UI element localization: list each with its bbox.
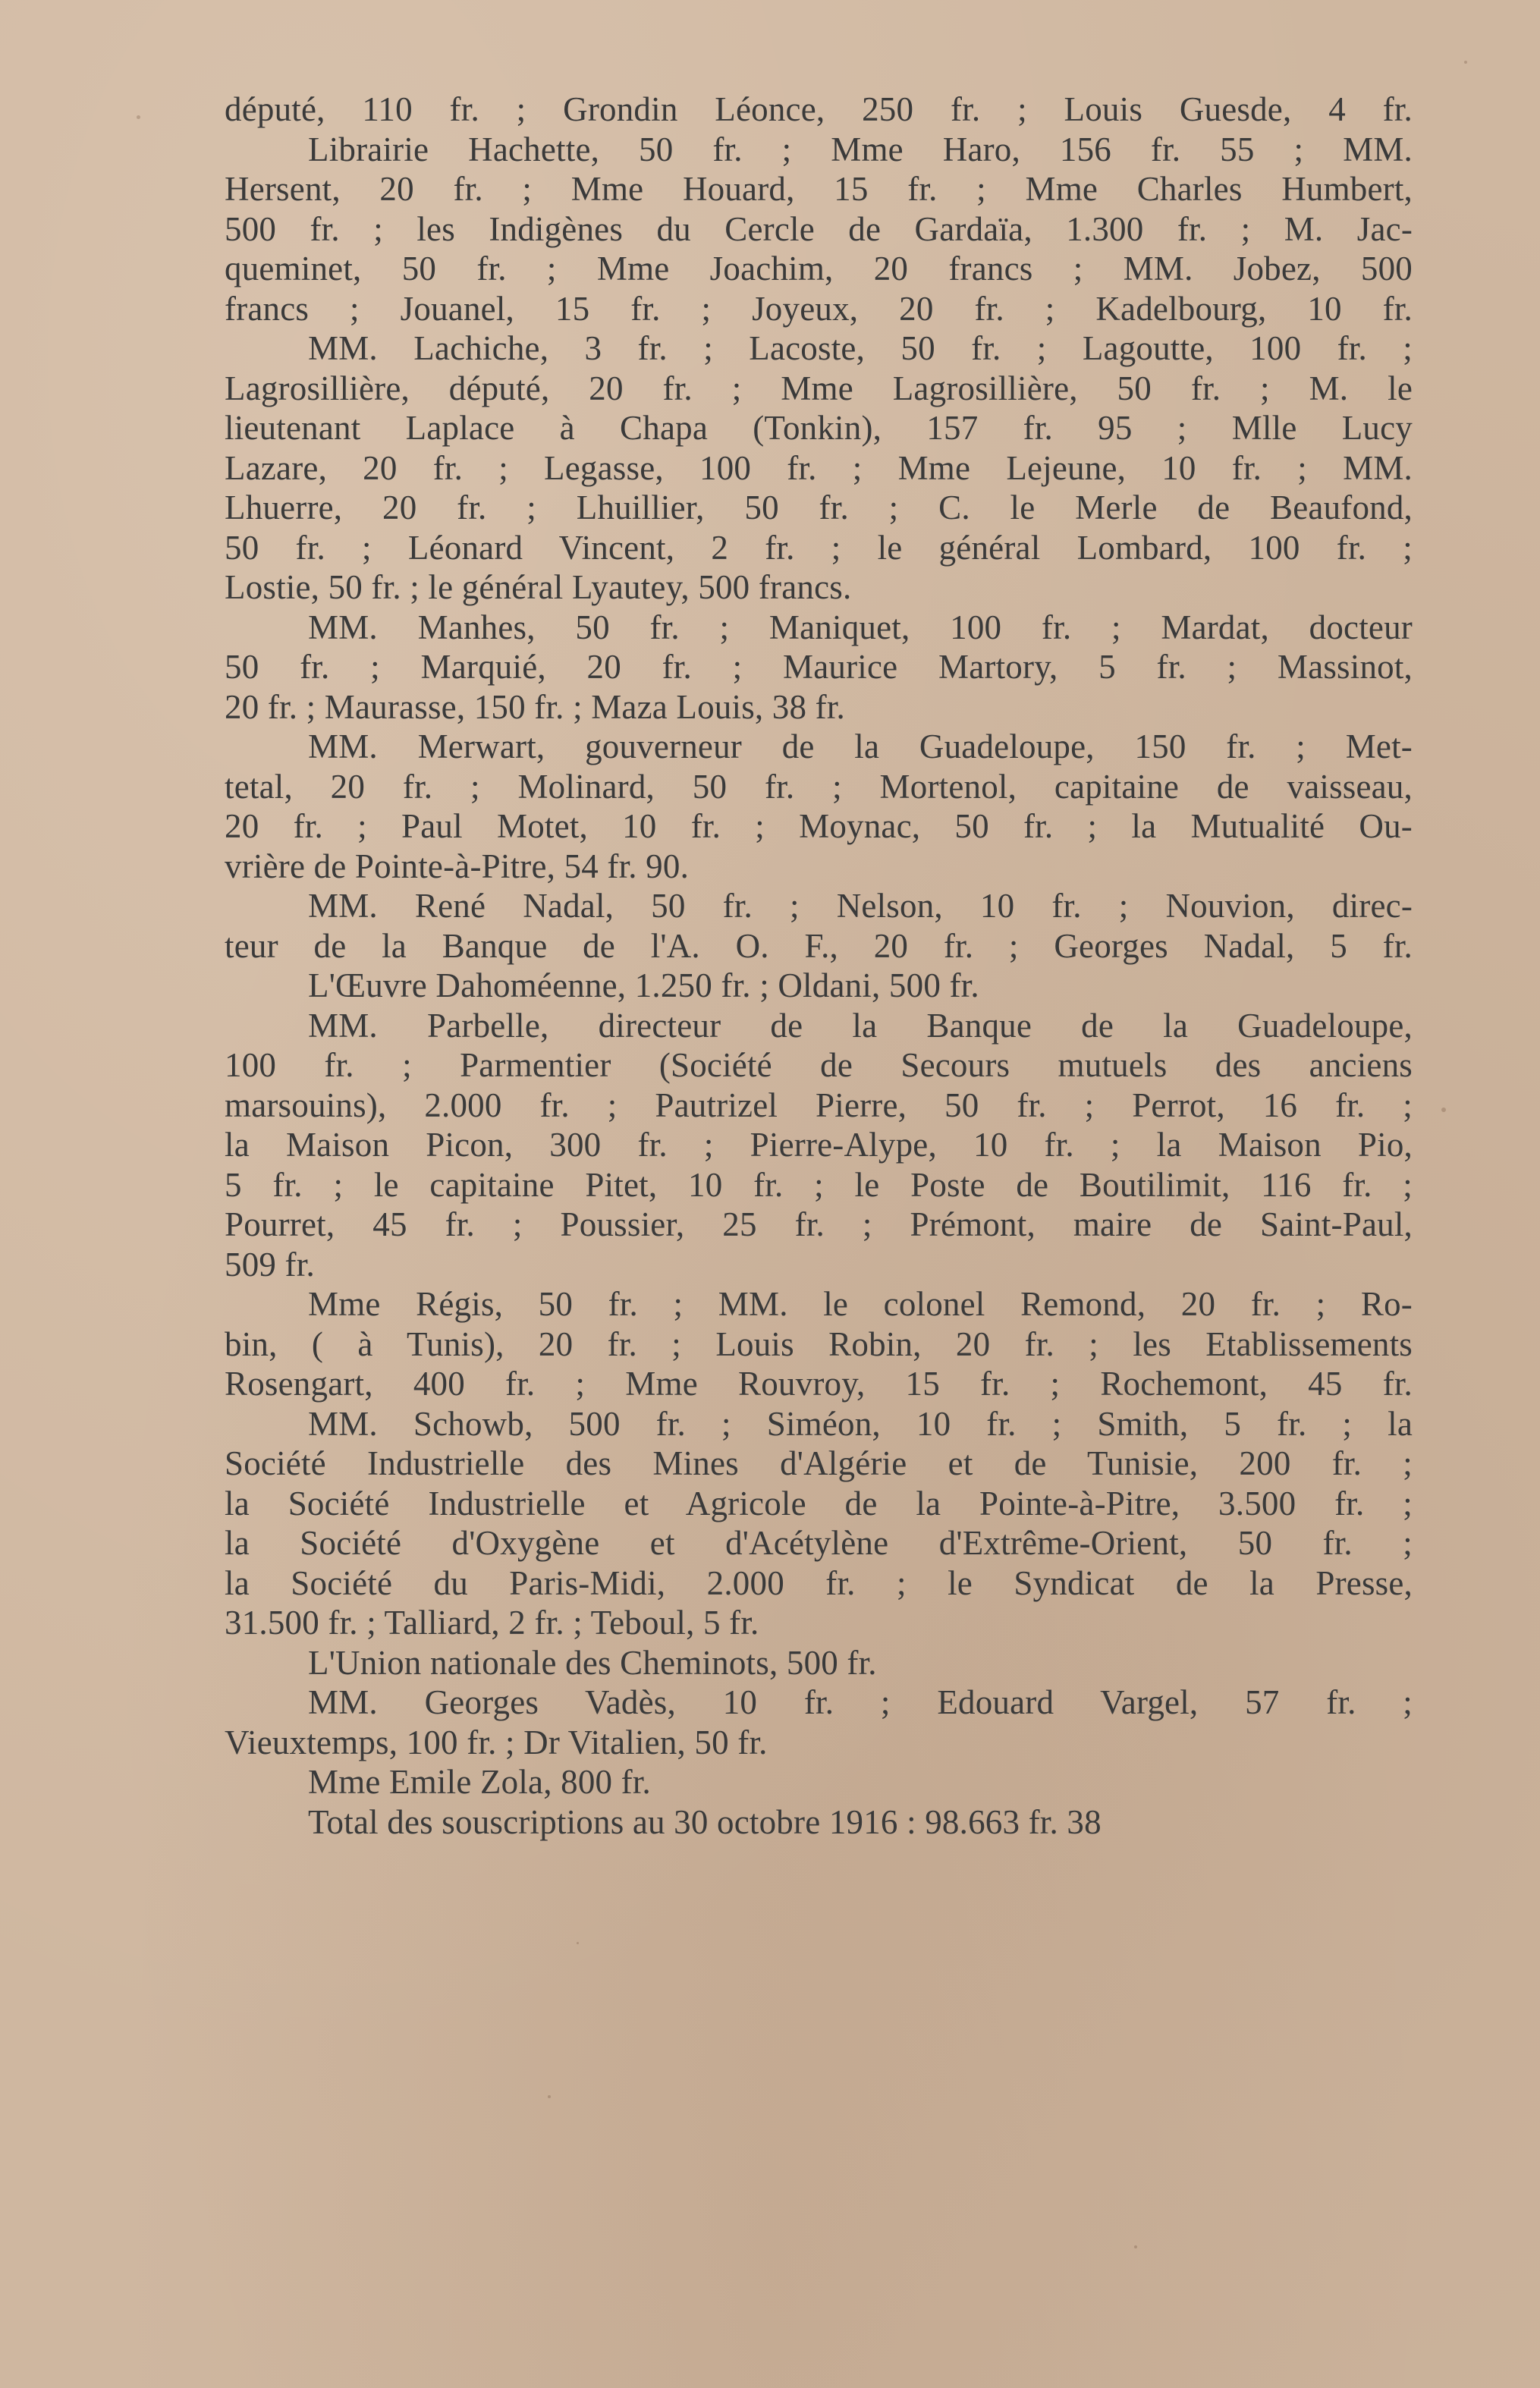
text-line: MM. Manhes, 50 fr. ; Maniquet, 100 fr. ; Mardat, docteur bbox=[308, 608, 1413, 646]
text-line: Hersent, 20 fr. ; Mme Houard, 15 fr. ; Mme Charles Humbert, bbox=[225, 170, 1413, 208]
text-line: Mme Emile Zola, 800 fr. bbox=[308, 1763, 652, 1801]
text-line: Rosengart, 400 fr. ; Mme Rouvroy, 15 fr. ; Rochemont, 45 fr. bbox=[225, 1365, 1413, 1403]
total-line: Total des souscriptions au 30 octobre 1916 : 98.663 fr. 38 bbox=[308, 1802, 1102, 1841]
text-line: MM. René Nadal, 50 fr. ; Nelson, 10 fr. ; Nouvion, direc- bbox=[308, 887, 1413, 925]
paper-speck bbox=[1441, 1108, 1446, 1112]
paper-speck bbox=[137, 115, 140, 119]
text-line: la Société du Paris-Midi, 2.000 fr. ; le Syndicat de la Presse, bbox=[225, 1563, 1413, 1602]
paper-speck bbox=[548, 2095, 551, 2098]
text-line: tetal, 20 fr. ; Molinard, 50 fr. ; Mortenol, capitaine de vaisseau, bbox=[225, 767, 1413, 806]
text-line: 50 fr. ; Marquié, 20 fr. ; Maurice Martory, 5 fr. ; Massinot, bbox=[225, 648, 1413, 686]
text-line: MM. Parbelle, directeur de la Banque de la Guadeloupe, bbox=[308, 1006, 1413, 1045]
text-line: Lazare, 20 fr. ; Legasse, 100 fr. ; Mme Lejeune, 10 fr. ; MM. bbox=[225, 448, 1413, 487]
text-line: Société Industrielle des Mines d'Algérie et de Tunisie, 200 fr. ; bbox=[225, 1444, 1413, 1482]
text-line: MM. Merwart, gouverneur de la Guadeloupe, 150 fr. ; Met- bbox=[308, 727, 1413, 765]
text-line: la Société d'Oxygène et d'Acétylène d'Extrême-Orient, 50 fr. ; bbox=[225, 1524, 1413, 1562]
text-line: Lostie, 50 fr. ; le général Lyautey, 500 francs. bbox=[225, 568, 852, 606]
text-line: Vieuxtemps, 100 fr. ; Dr Vitalien, 50 fr. bbox=[225, 1723, 768, 1761]
text-line: 509 fr. bbox=[225, 1245, 315, 1284]
text-line: teur de la Banque de l'A. O. F., 20 fr. ; Georges Nadal, 5 fr. bbox=[225, 926, 1413, 965]
text-line: marsouins), 2.000 fr. ; Pautrizel Pierre, 50 fr. ; Perrot, 16 fr. ; bbox=[225, 1086, 1413, 1124]
text-line: Lagrosillière, député, 20 fr. ; Mme Lagrosillière, 50 fr. ; M. le bbox=[225, 369, 1413, 407]
text-line: la Société Industrielle et Agricole de la Pointe-à-Pitre, 3.500 fr. ; bbox=[225, 1484, 1413, 1522]
text-line: MM. Georges Vadès, 10 fr. ; Edouard Vargel, 57 fr. ; bbox=[308, 1683, 1413, 1721]
text-line: 5 fr. ; le capitaine Pitet, 10 fr. ; le Poste de Boutilimit, 116 fr. ; bbox=[225, 1165, 1413, 1204]
text-line: 100 fr. ; Parmentier (Société de Secours mutuels des anciens bbox=[225, 1046, 1413, 1084]
text-line: Lhuerre, 20 fr. ; Lhuillier, 50 fr. ; C. le Merle de Beaufond, bbox=[225, 489, 1413, 526]
text-line: 31.500 fr. ; Talliard, 2 fr. ; Teboul, 5 fr. bbox=[225, 1604, 759, 1642]
text-line: L'Union nationale des Cheminots, 500 fr. bbox=[308, 1643, 877, 1682]
text-line: queminet, 50 fr. ; Mme Joachim, 20 francs ; MM. Jobez, 500 bbox=[225, 250, 1413, 288]
text-line: lieutenant Laplace à Chapa (Tonkin), 157 fr. 95 ; Mlle Lucy bbox=[225, 409, 1413, 447]
text-line: MM. Schowb, 500 fr. ; Siméon, 10 fr. ; Smith, 5 fr. ; la bbox=[308, 1404, 1413, 1443]
paper-speck bbox=[577, 1942, 579, 1944]
subscription-list bbox=[225, 90, 1413, 1842]
text-line: député, 110 fr. ; Grondin Léonce, 250 fr. ; Louis Guesde, 4 fr. bbox=[225, 90, 1413, 128]
text-line: 20 fr. ; Maurasse, 150 fr. ; Maza Louis, 38 fr. bbox=[225, 687, 845, 726]
text-line: L'Œuvre Dahoméenne, 1.250 fr. ; Oldani, 500 fr. bbox=[308, 966, 979, 1004]
paper-speck bbox=[1464, 61, 1467, 64]
text-line: francs ; Jouanel, 15 fr. ; Joyeux, 20 fr. ; Kadelbourg, 10 fr. bbox=[225, 289, 1413, 328]
paper-speck bbox=[1134, 2245, 1137, 2248]
text-line: 20 fr. ; Paul Motet, 10 fr. ; Moynac, 50 fr. ; la Mutualité Ou- bbox=[225, 807, 1413, 845]
text-line: Librairie Hachette, 50 fr. ; Mme Haro, 156 fr. 55 ; MM. bbox=[308, 130, 1413, 168]
text-line: bin, ( à Tunis), 20 fr. ; Louis Robin, 20 fr. ; les Etablissements bbox=[225, 1324, 1413, 1363]
text-line: la Maison Picon, 300 fr. ; Pierre-Alype, 10 fr. ; la Maison Pio, bbox=[225, 1126, 1413, 1164]
text-line: vrière de Pointe-à-Pitre, 54 fr. 90. bbox=[225, 847, 690, 885]
text-line: Pourret, 45 fr. ; Poussier, 25 fr. ; Prémont, maire de Saint-Paul, bbox=[225, 1205, 1413, 1243]
text-line: 500 fr. ; les Indigènes du Cercle de Gardaïa, 1.300 fr. ; M. Jac- bbox=[225, 209, 1413, 248]
text-line: 50 fr. ; Léonard Vincent, 2 fr. ; le général Lombard, 100 fr. ; bbox=[225, 528, 1413, 567]
text-line: MM. Lachiche, 3 fr. ; Lacoste, 50 fr. ; Lagoutte, 100 fr. ; bbox=[308, 329, 1413, 367]
text-line: Mme Régis, 50 fr. ; MM. le colonel Remond, 20 fr. ; Ro- bbox=[308, 1285, 1413, 1323]
